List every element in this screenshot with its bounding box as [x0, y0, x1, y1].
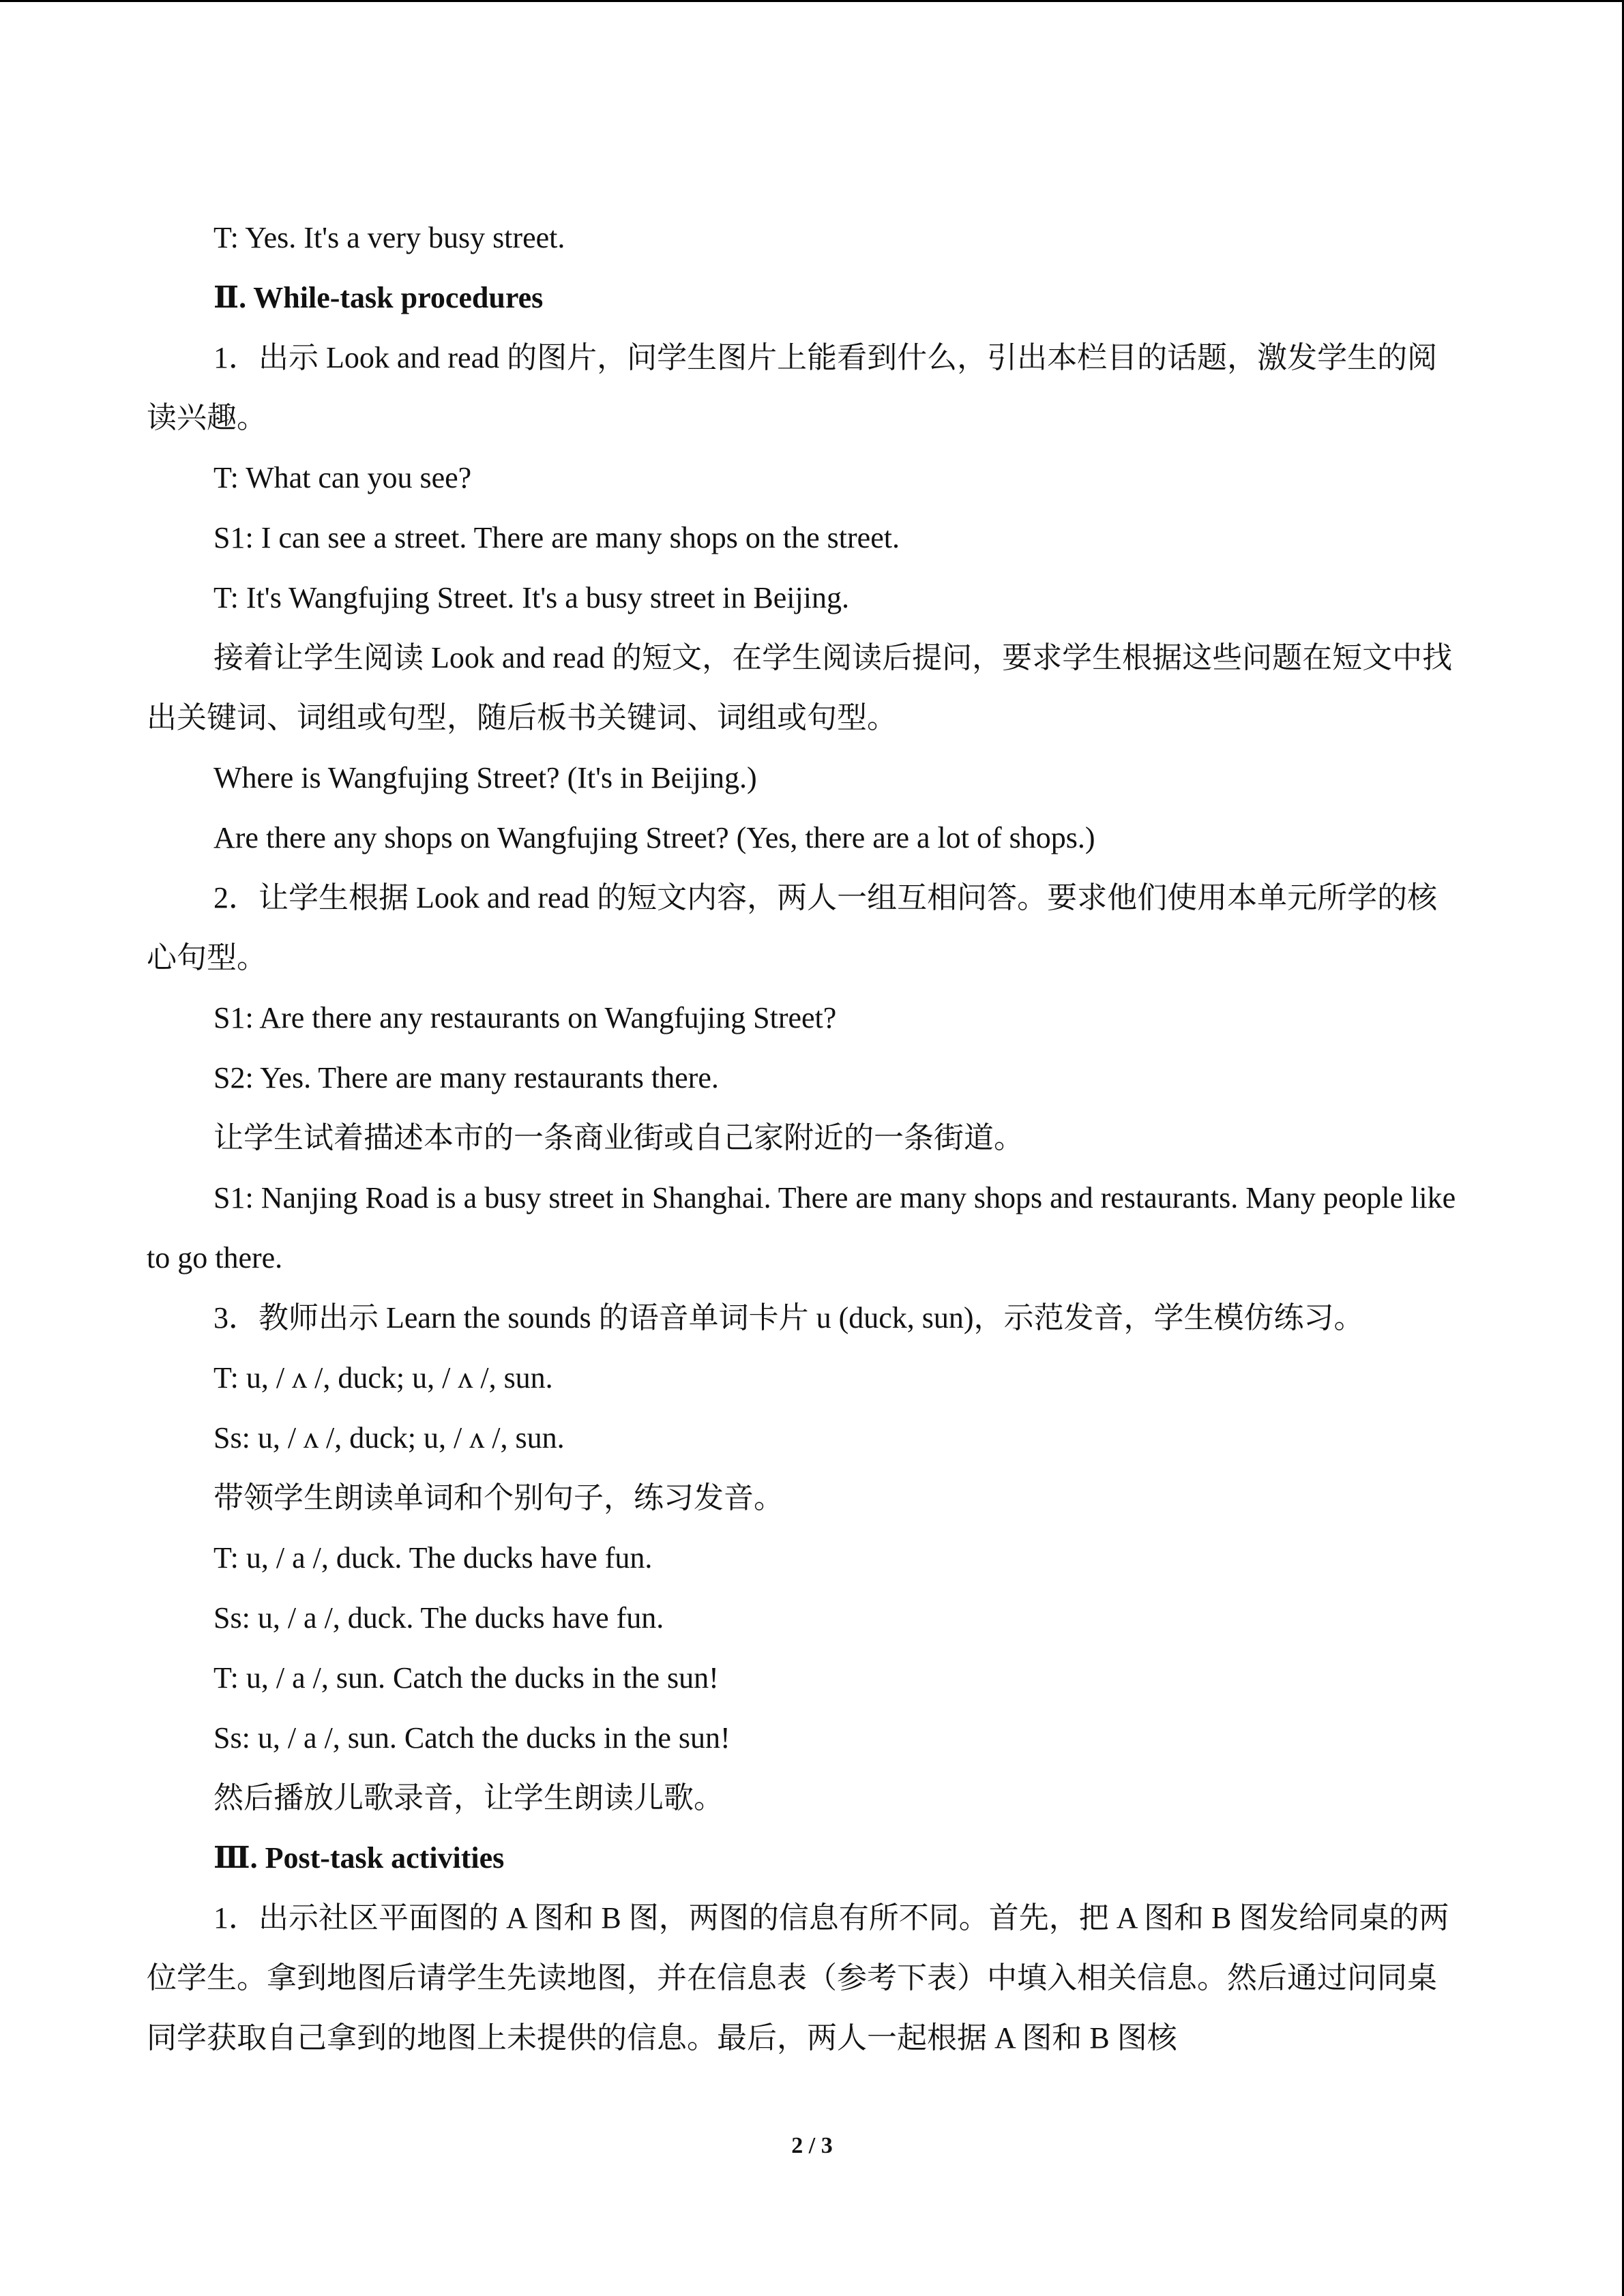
paragraph: 1．出示社区平面图的 A 图和 B 图，两图的信息有所不同。首先，把 A 图和 B 图发给同桌的两位学生。拿到地图后请学生先读地图，并在信息表（参考下表）中填入相关信息。然后通过问同桌同学获取自己拿到的地图上未提供的信息。最后，两人一起根据 A 图和 B 图核 [147, 1901, 1449, 2055]
paragraph: 让学生试着描述本市的一条商业街或自己家附近的一条街道。 [213, 1121, 1024, 1154]
section-heading: Ⅲ. Post-task activities [213, 1841, 505, 1875]
paragraph: T: Yes. It's a very busy street. [213, 221, 565, 254]
paragraph: 3．教师出示 Learn the sounds 的语音单词卡片 u (duck, sun)，示范发音，学生模仿练习。 [213, 1301, 1364, 1335]
paragraph: 然后播放儿歌录音，让学生朗读儿歌。 [213, 1781, 724, 1815]
paragraph: S1: I can see a street. There are many shops on the street. [213, 521, 900, 554]
paragraph: Where is Wangfujing Street? (It's in Beijing.) [213, 761, 757, 794]
paragraph: T: u, / ʌ /, duck; u, / ʌ /, sun. [213, 1361, 553, 1395]
paragraph: 2．让学生根据 Look and read 的短文内容，两人一组互相问答。要求他们使用本单元所学的核心句型。 [147, 881, 1438, 974]
paragraph: Are there any shops on Wangfujing Street? (Yes, there are a lot of shops.) [213, 821, 1095, 854]
paragraph: 1．出示 Look and read 的图片，问学生图片上能看到什么，引出本栏目的话题，激发学生的阅读兴趣。 [147, 341, 1438, 434]
paragraph: T: u, / a /, sun. Catch the ducks in the sun! [213, 1661, 719, 1695]
paragraph: T: It's Wangfujing Street. It's a busy street in Beijing. [213, 581, 849, 614]
paragraph: T: u, / a /, duck. The ducks have fun. [213, 1541, 653, 1575]
section-heading: Ⅱ. While-task procedures [213, 281, 544, 314]
paragraph: S1: Are there any restaurants on Wangfujing Street? [213, 1001, 837, 1034]
paragraph: Ss: u, / a /, duck. The ducks have fun. [213, 1601, 664, 1635]
paragraph: Ss: u, / a /, sun. Catch the ducks in the sun! [213, 1721, 730, 1755]
document-body [147, 208, 1466, 2068]
top-border-line [0, 0, 1624, 2]
paragraph: 接着让学生阅读 Look and read 的短文，在学生阅读后提问，要求学生根据这些问题在短文中找出关键词、词组或句型，随后板书关键词、词组或句型。 [147, 641, 1453, 734]
page-number: 2 / 3 [791, 2133, 833, 2158]
paragraph: Ss: u, / ʌ /, duck; u, / ʌ /, sun. [213, 1421, 565, 1455]
paragraph: 带领学生朗读单词和个别句子，练习发音。 [213, 1481, 784, 1515]
paragraph: S1: Nanjing Road is a busy street in Shanghai. There are many shops and restaurants. Many people like to go there. [147, 1181, 1464, 1274]
paragraph: S2: Yes. There are many restaurants there. [213, 1061, 719, 1094]
paragraph: T: What can you see? [213, 461, 472, 494]
